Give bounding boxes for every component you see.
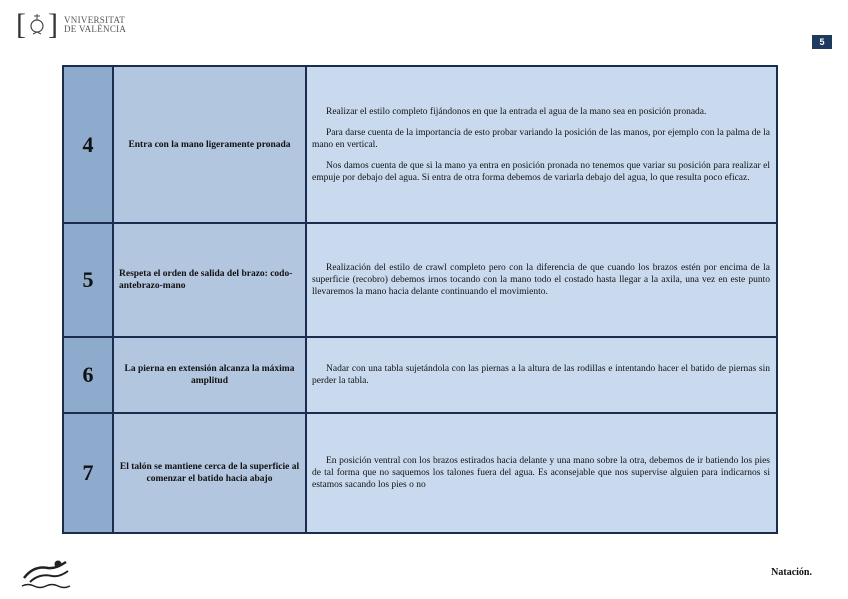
row-title: El talón se mantiene cerca de la superficie al comenzar el batido hacia abajo (114, 414, 307, 532)
row-number: 4 (64, 67, 114, 222)
description-paragraph: Nos damos cuenta de que si la mano ya entra en posición pronada no tenemos que variar su posición para realizar el empuje por debajo del agua. Si entra de otra forma debemos de variarla debajo del agua, lo que resulta poco eficaz. (312, 160, 770, 183)
table-row (64, 414, 776, 532)
row-number: 5 (64, 224, 114, 336)
row-number: 6 (64, 338, 114, 412)
university-seal-icon (26, 12, 48, 38)
row-description (307, 338, 776, 412)
exercise-table (62, 65, 778, 534)
row-title: Respeta el orden de salida del brazo: codo-antebrazo-mano (114, 224, 307, 336)
logo-bracket-left: [ (16, 8, 26, 41)
description-paragraph: Realizar el estilo completo fijándonos en que la entrada el agua de la mano sea en posición pronada. (326, 106, 707, 117)
description-paragraph: Para darse cuenta de la importancia de esto probar variando la posición de las manos, por ejemplo con la palma de la mano en vertical. (312, 127, 770, 150)
row-title: La pierna en extensión alcanza la máxima amplitud (114, 338, 307, 412)
university-logo (16, 10, 126, 40)
row-number: 7 (64, 414, 114, 532)
description-paragraph: En posición ventral con los brazos estirados hacia delante y una mano sobre la otra, debemos de ir batiendo los pies de tal forma que no saquemos los talones fuera del agua. Es aconsejable que nos supervise alguien para indicarnos si estamos sacando los pies o no (312, 456, 770, 490)
university-name-line1: VNIVERSITAT (64, 15, 126, 25)
swimmer-icon (20, 556, 72, 590)
row-description (307, 67, 776, 222)
footer-title: Natación. (771, 567, 812, 578)
university-name (64, 16, 126, 34)
table-row (64, 224, 776, 336)
table-row (64, 67, 776, 222)
row-description (307, 414, 776, 532)
logo-bracket-right: ] (48, 8, 58, 41)
description-paragraph: Realización del estilo de crawl completo pero con la diferencia de que cuando los brazos estén por encima de la superficie (recobro) debemos irnos tocando con la mano todo el costado hasta llegar a la axila, una vez en este punto llevaremos la mano hacia delante continuando el movimiento. (312, 263, 770, 297)
description-paragraph: Nadar con una tabla sujetándola con las piernas a la altura de las rodillas e intentando hacer el batido de piernas sin perder la tabla. (312, 364, 770, 386)
university-name-line2: DE VALÈNCIA (64, 24, 127, 34)
table-row (64, 338, 776, 412)
row-description (307, 224, 776, 336)
row-title: Entra con la mano ligeramente pronada (114, 67, 307, 222)
page-number-badge: 5 (812, 35, 832, 49)
